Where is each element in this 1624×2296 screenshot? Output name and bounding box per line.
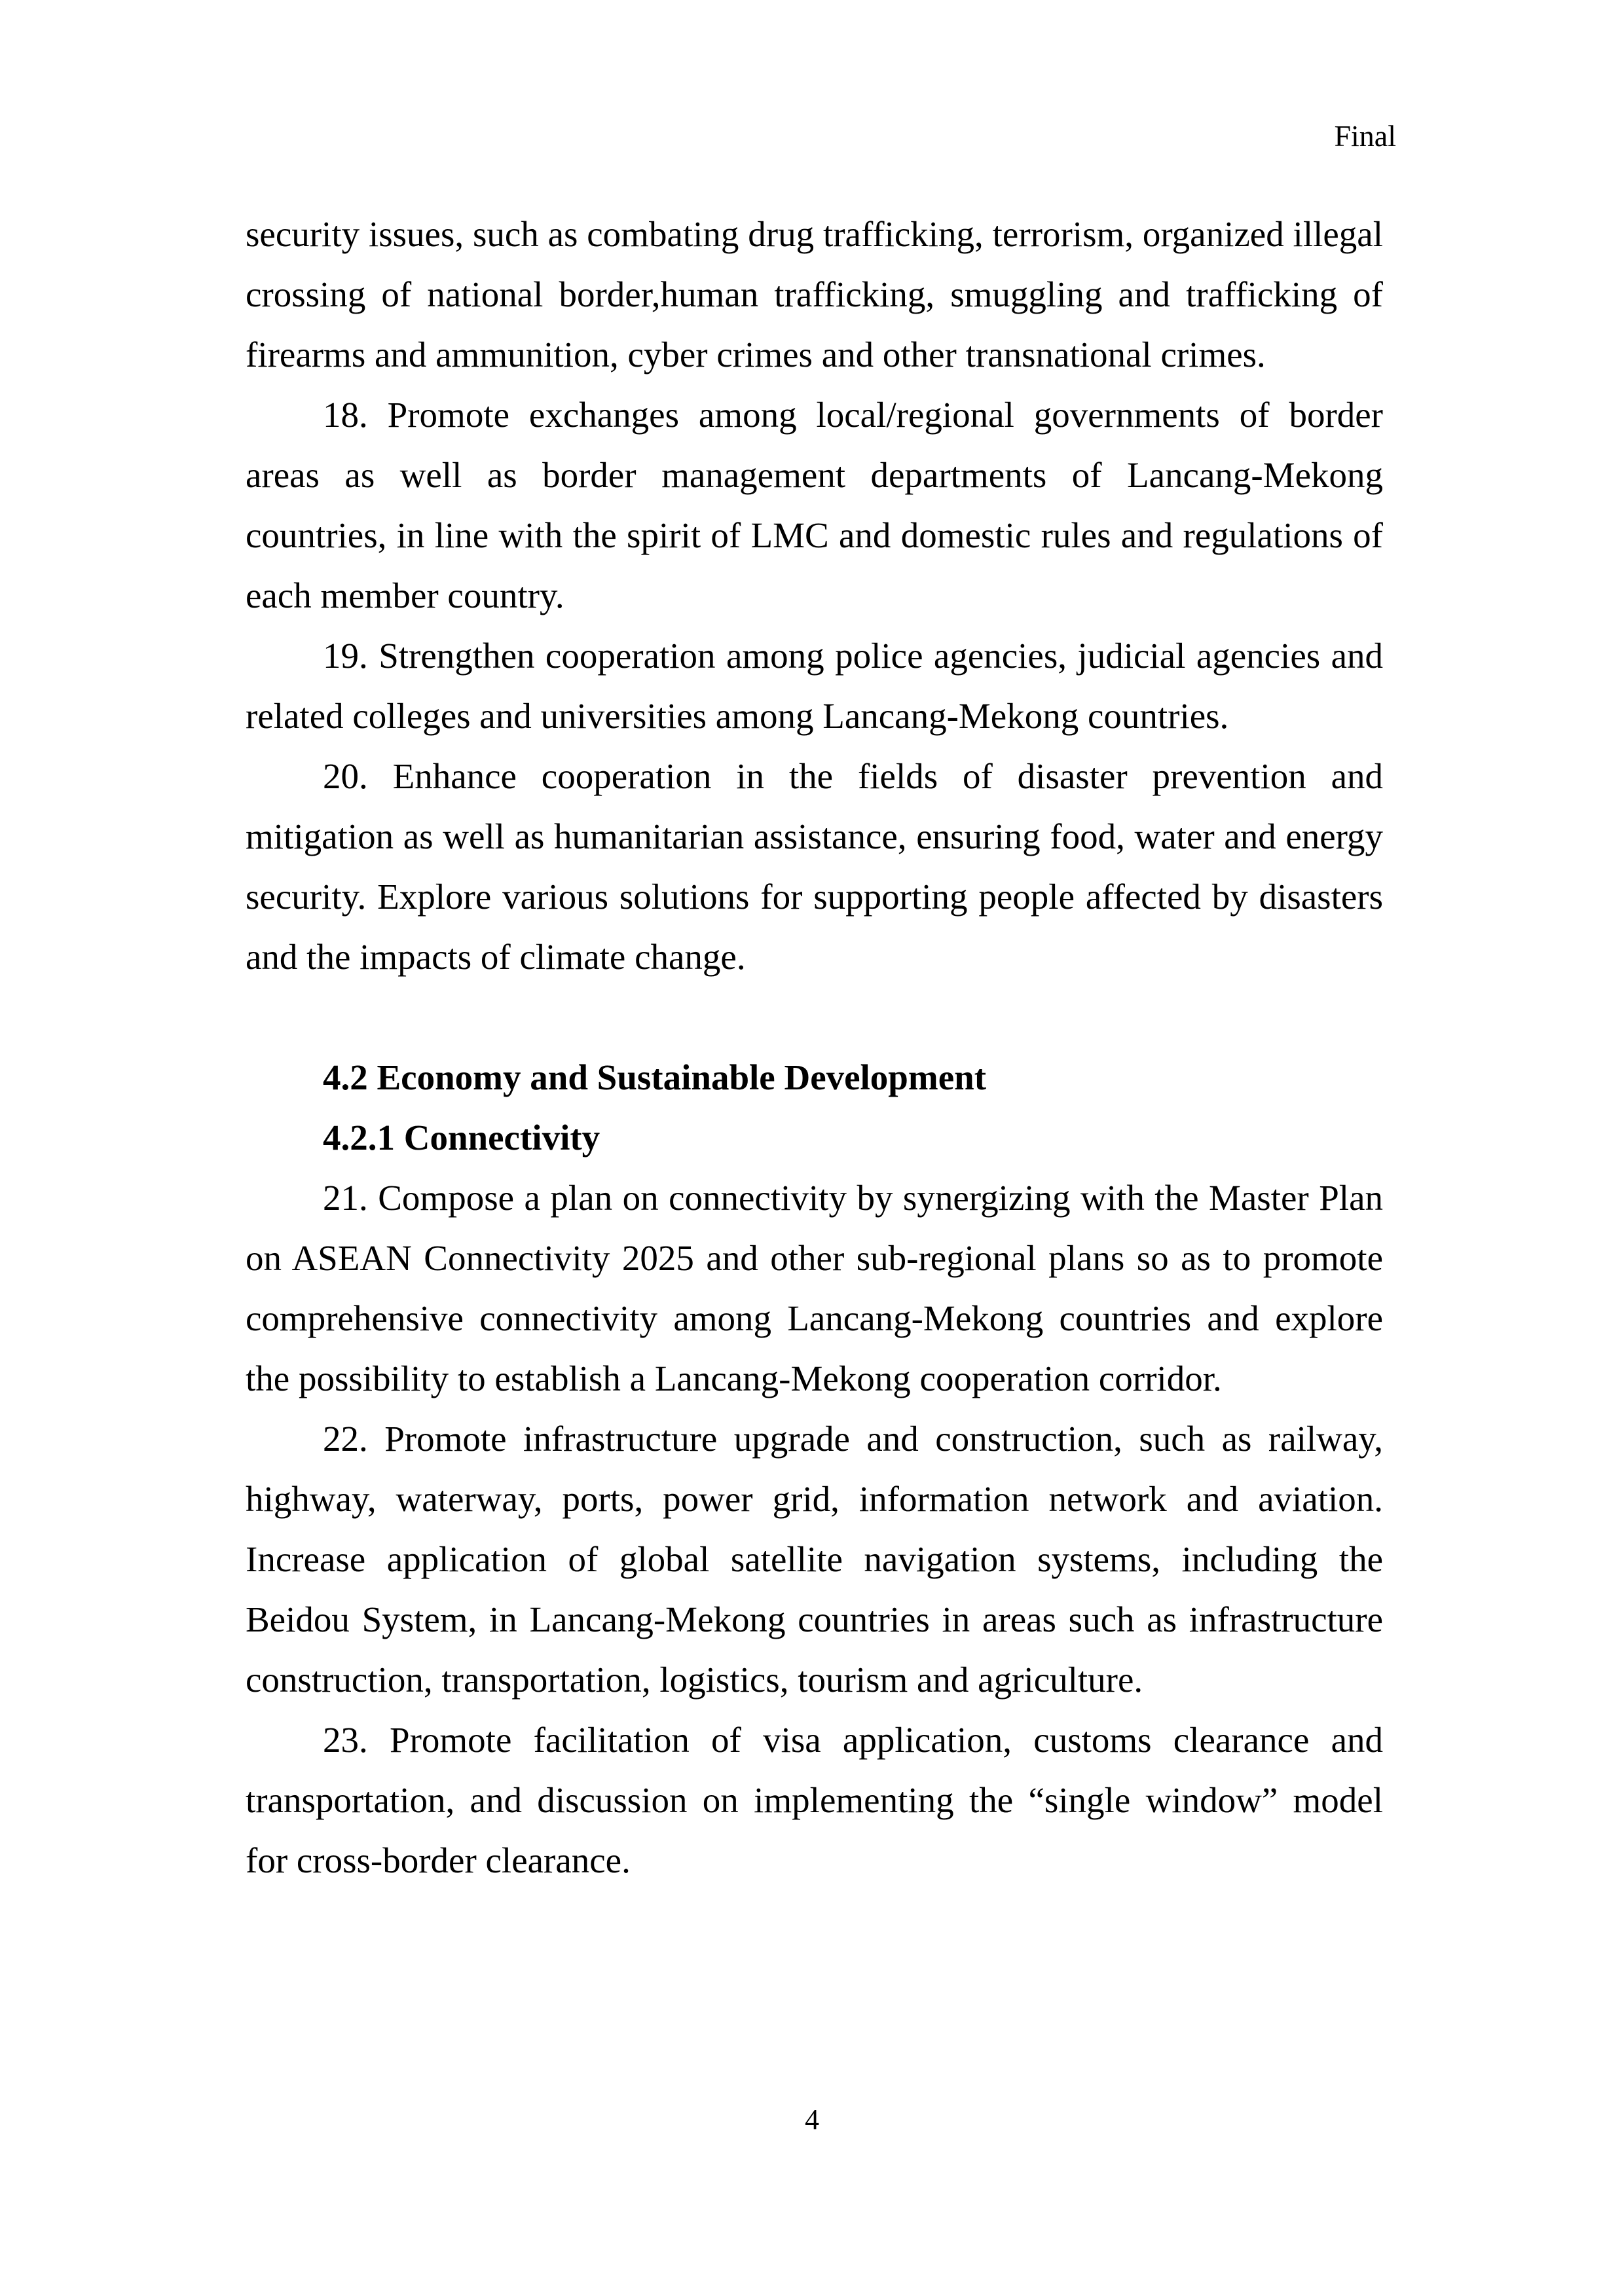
paragraph-20: 20. Enhance cooperation in the fields of disaster prevention and mitigation as well as humanitarian assistance, ensuring food, water and energy security. Explore various solutions for supporting people affected by disasters and the impacts of climate change. xyxy=(246,756,1383,977)
continued-paragraph: security issues, such as combating drug trafficking, terrorism, organized illegal crossing of national border,human trafficking, smuggling and trafficking of firearms and ammunition, cyber crimes and other transnational crimes. xyxy=(246,214,1383,374)
paragraph-23: 23. Promote facilitation of visa application, customs clearance and transportation, and discussion on implementing the “single window” model for cross-border clearance. xyxy=(246,1720,1383,1880)
document-status-label: Final xyxy=(1334,119,1396,153)
section-heading: 4.2 Economy and Sustainable Development xyxy=(323,1057,987,1097)
paragraph-18: 18. Promote exchanges among local/regional governments of border areas as well as border management departments of Lancang-Mekong countries, in line with the spirit of LMC and domestic rules and regulations of each member country. xyxy=(246,395,1383,615)
document-body xyxy=(246,204,1383,1891)
paragraph-22: 22. Promote infrastructure upgrade and construction, such as railway, highway, waterway, ports, power grid, information network and aviation. Increase application of global satellite navigation systems, including the Beidou System, in Lancang-Mekong countries in areas such as infrastructure construction, transportation, logistics, tourism and agriculture. xyxy=(246,1419,1383,1700)
paragraph-19: 19. Strengthen cooperation among police agencies, judicial agencies and related colleges and universities among Lancang-Mekong countries. xyxy=(246,636,1383,736)
page-number: 4 xyxy=(805,2104,819,2136)
section-spacer xyxy=(246,987,1383,1048)
paragraph-21: 21. Compose a plan on connectivity by synergizing with the Master Plan on ASEAN Connectivity 2025 and other sub-regional plans so as to promote comprehensive connectivity among Lancang-Mekong countries and explore the possibility to establish a Lancang-Mekong cooperation corridor. xyxy=(246,1178,1383,1398)
subsection-heading: 4.2.1 Connectivity xyxy=(323,1118,600,1157)
